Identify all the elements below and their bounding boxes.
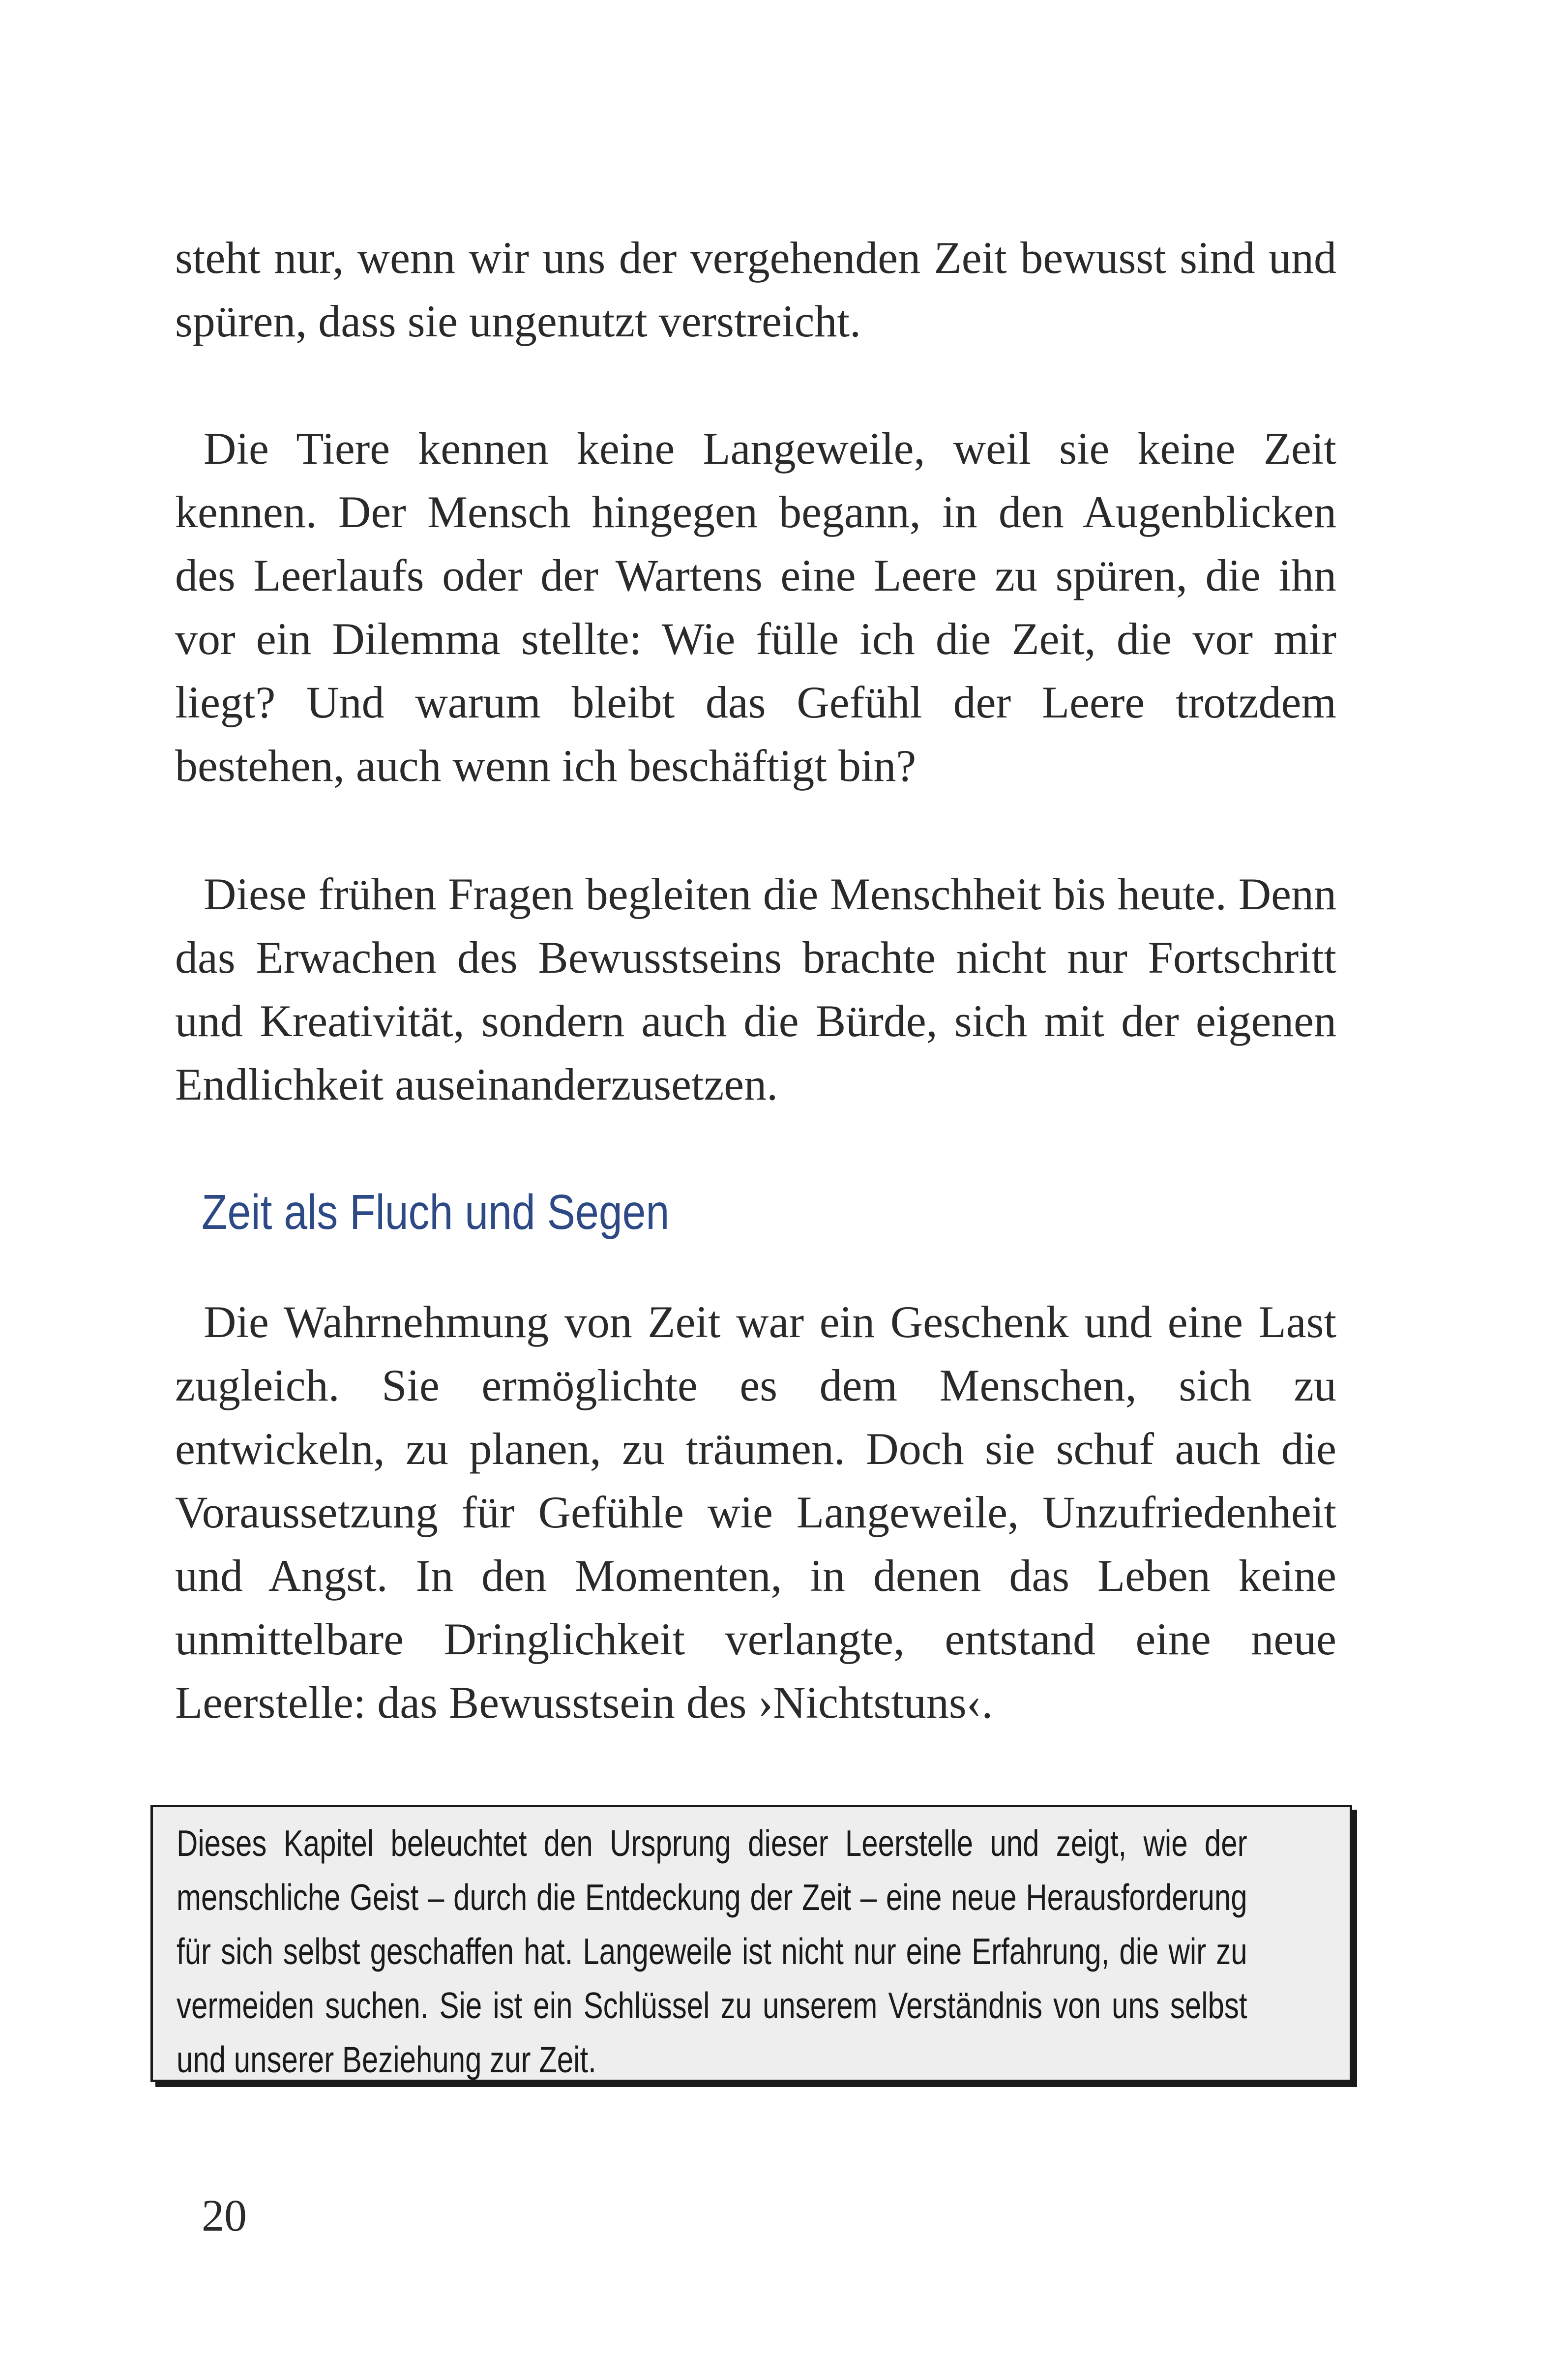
paragraph-animals-boredom: Die Tiere kennen keine Langeweile, weil sie keine Zeit kennen. Der Mensch hingegen begann, in den Augenblicken des Leerlaufs oder der Wartens eine Leere zu spüren, die ihn vor ein Dilemma stellte: Wie fülle ich die Zeit, die vor mir liegt? Und warum bleibt das Gefühl der Leere trotzdem bestehen, auch wenn ich beschäftigt bin? bbox=[175, 423, 1336, 791]
callout-box bbox=[150, 1805, 1352, 2082]
paragraph-continuation: steht nur, wenn wir uns der vergehenden Zeit bewusst sind und spüren, dass sie ungenutzt verstreicht. bbox=[175, 233, 1336, 346]
page-number: 20 bbox=[202, 2190, 247, 2240]
section-heading: Zeit als Fluch und Segen bbox=[202, 1185, 670, 1240]
paragraph-early-questions: Diese frühen Fragen begleiten die Menschheit bis heute. Denn das Erwachen des Bewusstseins brachte nicht nur Fortschritt und Kreativität, sondern auch die Bürde, sich mit der eigenen Endlichkeit auseinanderzusetzen. bbox=[175, 869, 1336, 1109]
callout-text: Dieses Kapitel beleuchtet den Ursprung dieser Leerstelle und zeigt, wie der menschliche Geist – durch die Entdeckung der Zeit – eine neue Herausforderung für sich selbst geschaffen hat. Langeweile ist nicht nur eine Erfahrung, die wir zu vermeiden suchen. Sie ist ein Schlüssel zu unserem Verständnis von uns selbst und unserer Beziehung zur Zeit. bbox=[177, 1822, 1247, 2080]
paragraph-perception-of-time: Die Wahrnehmung von Zeit war ein Geschenk und eine Last zugleich. Sie ermöglichte es dem Menschen, sich zu entwickeln, zu planen, zu träumen. Doch sie schuf auch die Voraussetzung für Gefühle wie Langeweile, Unzufriedenheit und Angst. In den Momenten, in denen das Leben keine unmittelbare Dringlichkeit verlangte, entstand eine neue Leerstelle: das Bewusstsein des ›Nichtstuns‹. bbox=[175, 1297, 1336, 1728]
